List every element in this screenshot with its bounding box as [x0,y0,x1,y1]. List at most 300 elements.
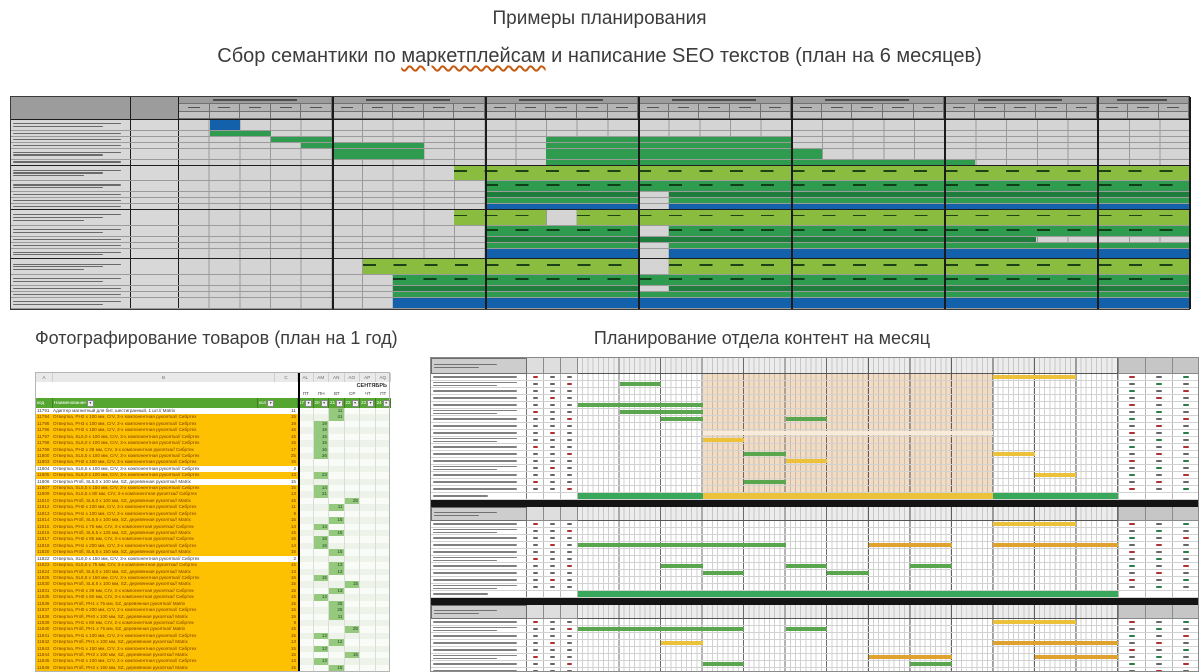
gantt-task-label [11,237,131,242]
plan-num-cell [527,395,544,401]
plan-task-bar [620,410,662,414]
micro-text [11,143,130,148]
gantt-bar [669,204,1189,209]
gantt-week-cell [485,112,516,119]
product-qty: 15 [258,485,298,491]
text-line [433,544,517,545]
gantt-grid [179,292,1189,297]
plan-num-cell [527,626,544,632]
plan-summary-cell [1118,619,1145,625]
micro-text [1146,358,1150,373]
summary-value [1183,649,1189,651]
gantt-bar [546,137,791,142]
plan-num-cell [544,444,561,450]
plan-summary-cell [1118,430,1145,436]
product-qty: 15 [258,562,298,568]
text-line [433,390,517,391]
gantt-task-label [11,243,131,248]
product-qty: 14 [258,543,298,549]
plan-grid-cell [578,381,1118,387]
gantt-responsible-cell [131,120,179,130]
product-name: Отвертка Profi, PH2 x 150 мм, SZ, деревянная рукоятка// Matrix [53,665,258,671]
number-value [550,460,555,462]
micro-text [431,549,526,555]
gantt-task-column-header [11,97,131,119]
number-value [550,628,555,630]
gantt-week-cell [1128,112,1159,119]
product-qty: 13 [258,569,298,575]
text-line [13,217,103,218]
micro-text [431,633,526,639]
product-id: 11846 [36,665,53,671]
summary-value [1156,663,1162,665]
gantt-week-cell [761,112,792,119]
product-id: 11817 [36,536,53,542]
plan-summary-cell [1145,647,1172,653]
header-date: 22 ▼ [345,398,361,408]
plan-section-header [431,605,1198,619]
plan-num-cell [527,472,544,478]
product-qty: 15 [258,479,298,485]
product-id: 11815 [36,524,53,530]
number-value [533,418,538,420]
plan-task-bar [869,655,952,659]
product-id: 11814 [36,517,53,523]
plan-grid-cell [578,465,1118,471]
number-value [567,579,572,581]
schedule-cell: 11 [329,614,345,620]
summary-value [1183,467,1189,469]
number-value [550,586,555,588]
plan-summary-cell [1118,549,1145,555]
gantt-responsible-cell [131,298,179,308]
plan-row-label [431,654,527,660]
summary-value [1183,425,1189,427]
number-value [567,467,572,469]
gantt-week-row [179,112,1189,119]
number-value [533,460,538,462]
summary-value [1183,432,1189,434]
micro-text [11,204,130,209]
day-name: ПТ [302,391,309,396]
micro-text [561,507,565,520]
gantt-week-headers [179,97,1189,119]
gantt-week-cell [1097,104,1128,111]
plan-summary-cell [1145,549,1172,555]
summary-value [1129,586,1135,588]
summary-value [1156,432,1162,434]
product-id: 11836 [36,601,53,607]
plan-num-header [561,358,578,374]
photo-plan-table [35,372,390,672]
plan-num-cell [544,521,561,527]
gantt-grid [179,166,1189,181]
gantt-row [11,298,1189,309]
plan-section-header [431,358,1198,374]
product-name: Отвертка, PH2 x 38 мм, CrV, 3-х компонентная рукоятка// Сибртех [53,447,258,453]
plan-num-cell [527,577,544,583]
number-value [550,537,555,539]
plan-row [431,444,1198,451]
number-value [533,383,538,385]
plan-grid-cell [578,584,1118,590]
text-line [13,154,103,155]
gantt-bar [669,198,1189,203]
gantt-responsible-cell [131,131,179,136]
product-id: 11831 [36,588,53,594]
plan-task-bar [620,382,662,386]
text-line [433,537,517,538]
plan-summary-cell [1118,451,1145,457]
plan-num-cell [527,465,544,471]
filter-dropdown[interactable]: ▼ [307,400,311,405]
filter-dropdown[interactable]: ▼ [384,400,388,405]
plan-row-label [431,437,527,443]
summary-value [1183,544,1189,546]
gantt-responsible-cell [131,181,179,191]
grid-lines [578,486,1118,492]
page-title: Примеры планирования [492,8,707,29]
text-line [433,382,517,383]
plan-row-label [431,458,527,464]
plan-task-bar [703,662,745,666]
schedule-cell: 25 [329,601,345,607]
micro-text [431,458,526,464]
plan-summary-cell [1145,451,1172,457]
plan-num-cell [561,542,578,548]
gantt-task-label [11,259,131,274]
plan-num-cell [544,381,561,387]
plan-summary-cell [1118,633,1145,639]
product-qty: 14 [258,524,298,530]
number-value [550,376,555,378]
spacer [36,390,298,398]
plan-summary-cell [1118,570,1145,576]
plan-row-label [431,388,527,394]
gantt-responsible-cell [131,259,179,274]
total-summary-cell [1145,493,1172,499]
text-line [433,432,517,433]
schedule-cell: 12 [329,639,345,645]
text-line [433,376,517,377]
filter-header-row [36,398,389,408]
gantt-grid [179,143,1189,148]
plan-summary-cell [1172,381,1199,387]
text-line [13,220,84,221]
number-value [567,411,572,413]
plan-num-cell [527,570,544,576]
day-name: ВТ [333,391,340,396]
filter-dropdown[interactable]: ▼ [353,400,357,405]
text-line [433,579,517,580]
header-date: 24 ▼ [376,398,392,408]
week-label [280,107,292,109]
plan-row [431,374,1198,381]
text-line [13,304,103,305]
plan-summary-cell [1172,640,1199,646]
plan-summary-cell [1145,395,1172,401]
text-line [13,269,84,270]
grid-lines [578,556,1118,562]
summary-value [1156,628,1162,630]
number-value [567,544,572,546]
number-value [550,649,555,651]
filter-dropdown[interactable]: ▼ [369,400,373,405]
summary-value [1156,453,1162,455]
week-label [402,107,414,109]
gantt-bar [485,243,638,248]
grid-lines [578,465,1118,471]
gantt-bar [669,226,1189,236]
filter-dropdown[interactable]: ▼ [338,400,342,405]
product-qty: 16 [258,427,298,433]
summary-value [1129,572,1135,574]
plan-row [431,535,1198,542]
schedule-cell: 13 [329,588,345,594]
grid-lines [578,668,1118,672]
gantt-week-cell [791,112,822,119]
plan-grid-cell [578,437,1118,443]
plan-row [431,654,1198,661]
plan-summary-cell [1118,535,1145,541]
product-qty: 15 [258,633,298,639]
schedule-cell: 13 [314,646,330,652]
plan-num-header [527,605,544,619]
summary-value [1183,621,1189,623]
product-id: 11807 [36,485,53,491]
total-bar [578,591,1118,597]
gantt-grid [179,286,1189,291]
gantt-month-cell [332,97,485,104]
text-line [433,425,517,426]
filter-dropdown[interactable]: ▼ [88,400,92,405]
gantt-task-label [11,249,131,259]
micro-text [1146,507,1150,520]
summary-value [1129,628,1135,630]
plan-summary-cell [1172,465,1199,471]
gantt-task-label [11,275,131,285]
schedule-cell: 16 [314,543,330,549]
text-line [13,206,121,207]
plan-summary-cell [1172,388,1199,394]
plan-summary-cell [1118,374,1145,380]
schedule-cell: 13 [329,562,345,568]
micro-text [561,358,565,373]
gantt-week-cell [301,104,332,111]
gantt-task-label [11,192,131,197]
summary-value [1129,397,1135,399]
gantt-week-cell [393,112,424,119]
plan-num-cell [527,402,544,408]
product-id: 11812 [36,504,53,510]
summary-value [1156,579,1162,581]
plan-grid-cell [578,577,1118,583]
gantt-week-cell [240,112,271,119]
filter-dropdown[interactable]: ▼ [269,400,273,405]
summary-value [1183,558,1189,560]
plan-summary-cell [1172,528,1199,534]
plan-grid-cell [578,654,1118,660]
week-label [739,107,751,109]
gantt-bar [669,243,1189,248]
grid-lines [578,535,1118,541]
product-name: Отвертка, PH2 x 150 мм, CrV, 3-х компонентная рукоятка// Сибртех [53,427,258,433]
product-id: 11806 [36,479,53,485]
plan-num-cell [561,584,578,590]
plan-task-bar [703,438,745,442]
number-value [567,572,572,574]
plan-summary-cell [1118,409,1145,415]
gantt-responsible-cell [131,275,179,285]
plan-task-bar [1035,473,1077,477]
plan-num-cell [527,640,544,646]
plan-num-cell [527,654,544,660]
gantt-week-cell [883,104,914,111]
product-name: Отвертка, PH1 x 80 мм, CrV, 2-х компонентная рукоятка// Сибртех [53,620,258,626]
plan-num-cell [527,542,544,548]
plan-row [431,430,1198,437]
schedule-cell: 16 [314,447,330,453]
text-line [13,214,121,215]
gantt-task-label [11,131,131,136]
gantt-bar [363,259,638,274]
text-line [13,126,103,127]
summary-value [1183,530,1189,532]
schedule-cell: 15 [329,517,345,523]
gantt-bar [485,181,1189,191]
week-label [188,107,200,109]
filter-dropdown[interactable]: ▼ [322,400,326,405]
plan-num-cell [561,465,578,471]
week-label [494,107,506,109]
summary-value [1129,453,1135,455]
plan-num-cell [544,423,561,429]
plan-task-bar [993,543,1118,547]
summary-value [1129,439,1135,441]
plan-summary-cell [1145,570,1172,576]
summary-value [1183,383,1189,385]
number-value [550,397,555,399]
summary-value [1183,551,1189,553]
micro-text [431,556,526,562]
plan-num-cell [561,535,578,541]
column-letter: AL [298,373,314,382]
plan-row-label [431,430,527,436]
plan-summary-cell [1118,402,1145,408]
micro-text [431,570,526,576]
plan-summary-cell [1145,668,1172,672]
product-id: 11820 [36,549,53,555]
plan-row [431,458,1198,465]
plan-num-cell [544,647,561,653]
product-qty: 9 [258,511,298,517]
number-value [533,642,538,644]
text-line [13,278,121,279]
plan-row [431,549,1198,556]
plan-summary-cell [1118,626,1145,632]
column-letter: AN [329,373,345,382]
number-value [550,523,555,525]
plan-row-label [431,451,527,457]
plan-summary-cell [1145,423,1172,429]
plan-task-bar [910,564,952,568]
plan-num-cell [544,374,561,380]
plan-grid-cell [578,626,1118,632]
product-id: 11791 [36,408,53,414]
plan-row-label [431,521,527,527]
gantt-week-cell [791,104,822,111]
month-label [825,99,909,101]
product-id: 11813 [36,511,53,517]
gantt-row [11,259,1189,275]
number-value [567,446,572,448]
gantt-responsible-cell [131,143,179,148]
plan-num-cell [544,577,561,583]
micro-text [431,416,526,422]
gantt-month-cell [944,97,1097,104]
product-id: 11809 [36,491,53,497]
gantt-responsible-cell [131,192,179,197]
week-label [861,107,873,109]
plan-row [431,626,1198,633]
plan-num-cell [561,430,578,436]
plan-num-cell [527,668,544,672]
plan-grid-cell [578,444,1118,450]
plan-summary-cell [1172,535,1199,541]
text-line [13,187,103,188]
plan-summary-cell [1118,528,1145,534]
gantt-week-cell [1067,104,1098,111]
plan-num-cell [561,661,578,667]
gantt-week-cell [699,104,730,111]
plan-grid-cell [578,402,1118,408]
product-row [36,665,389,671]
gantt-week-cell [1128,104,1159,111]
text-line [13,266,103,267]
plan-num-cell [561,395,578,401]
micro-text [131,97,135,119]
plan-grid-cell [578,542,1118,548]
plan-row-label [431,584,527,590]
week-label [923,107,935,109]
micro-text [527,358,531,373]
gantt-week-cell [454,104,485,111]
plan-num-cell [527,451,544,457]
plan-task-bar [993,452,1035,456]
plan-num-cell [561,486,578,492]
text-line [433,557,517,558]
plan-num-header [561,605,578,619]
plan-summary-cell [1145,619,1172,625]
product-name: Отвертка Profi, SL6,0 x 100 мм, SZ, деревянная рукоятка// Matrix [53,498,258,504]
schedule-cell: 16 [314,536,330,542]
micro-text [11,160,130,165]
gantt-task-label [11,137,131,142]
number-value [550,642,555,644]
grid-lines [578,437,1118,443]
text-line [13,139,121,140]
plan-summary-cell [1145,556,1172,562]
plan-row [431,479,1198,486]
plan-row-label [431,577,527,583]
plan-num-cell [561,451,578,457]
day-name: СР [349,391,356,396]
week-label [1106,107,1118,109]
plan-num-cell [527,416,544,422]
plan-num-cell [561,416,578,422]
gantt-task-label [11,160,131,165]
gantt-week-cell [577,104,608,111]
